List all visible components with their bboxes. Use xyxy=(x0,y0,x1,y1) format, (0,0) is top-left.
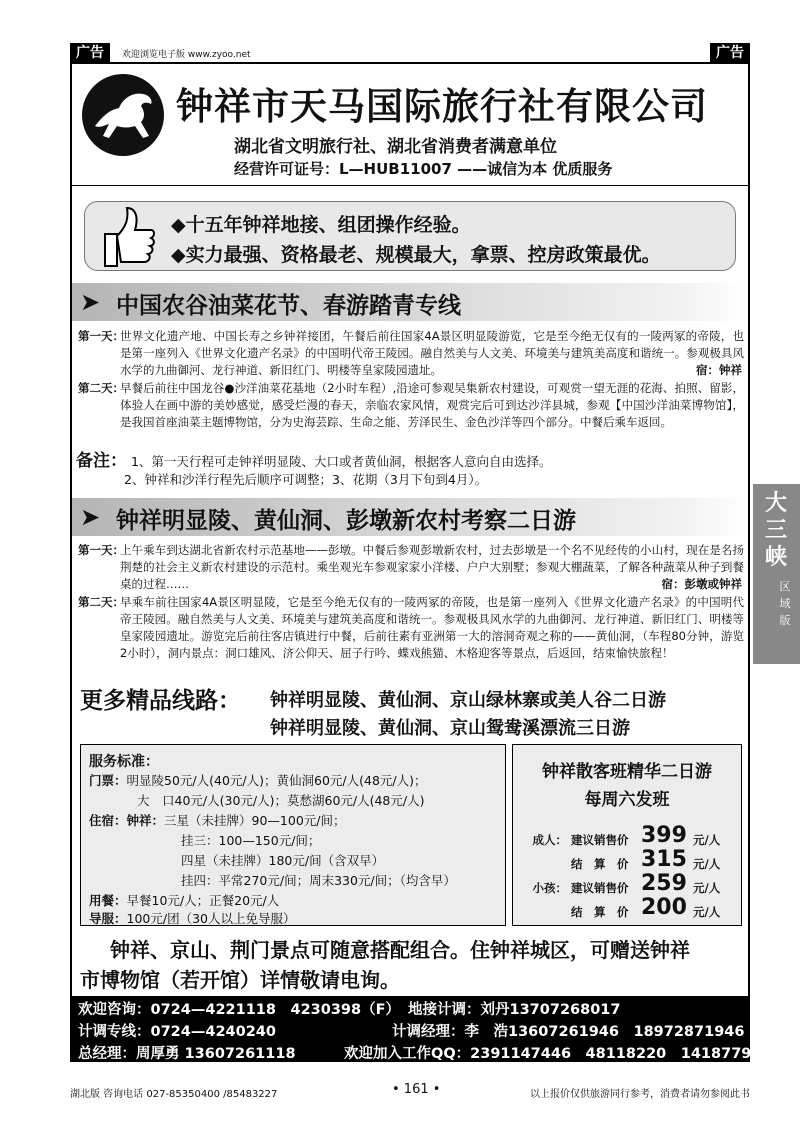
price-row xyxy=(517,897,739,921)
arrow-icon: ➤ xyxy=(80,288,101,316)
ticket-text-1: 明显陵50元/人(40元/人)；黄仙洞60元/人(48元/人)； xyxy=(126,773,427,788)
highlight-1: ◆十五年钟祥地接、组团操作经验。 xyxy=(171,214,471,236)
service-standards-box xyxy=(80,744,506,926)
lodging-text-1: 三星（未挂牌）90—100元/间； xyxy=(164,813,346,828)
page-number: • 161 • xyxy=(392,1082,441,1097)
closing-line-1: 钟祥、京山、荆门景点可随意搭配组合。住钟祥城区，可赠送钟祥 xyxy=(110,938,690,962)
route1-day1-stay: 宿：钟祥 xyxy=(696,363,742,377)
page-footer xyxy=(70,1082,750,1101)
weekly-tour-promo xyxy=(512,744,742,926)
price-kind: 结 算 价 xyxy=(571,857,629,871)
route1-note-1 xyxy=(76,446,551,471)
contact-qq: 欢迎加入工作QQ：2391147446 48118220 1418779881 xyxy=(344,1046,782,1062)
highlight-2: ◆实力最强、资格最老、规模最大，拿票、控房政策最优。 xyxy=(171,244,661,266)
note-text-1: 1、第一天行程可走钟祥明显陵、大口或者黄仙洞，根据客人意向自由选择。 xyxy=(130,454,552,469)
contact-general-manager: 总经理：周厚勇 13607261118 xyxy=(78,1046,296,1062)
price-who: 成人： xyxy=(532,833,567,847)
lodging-row-3: 四星（未挂牌）180元/间（含双早） xyxy=(181,853,385,868)
contact-bar xyxy=(72,996,782,1062)
contact-phone: 欢迎咨询：0724—4221118 4230398（F） xyxy=(78,1002,401,1018)
ad-label-left: 广告 xyxy=(70,43,110,63)
guide-row xyxy=(89,909,296,927)
price-kind: 建议销售价 xyxy=(571,833,629,847)
route2-title: 钟祥明显陵、黄仙洞、彭墩新农村考察二日游 xyxy=(116,508,576,534)
route1-title: 中国农谷油菜花节、春游踏青专线 xyxy=(116,293,461,319)
price-unit: 元/人 xyxy=(693,881,721,895)
price-value: 315 xyxy=(641,847,687,872)
service-title: 服务标准： xyxy=(89,754,159,770)
price-kind: 建议销售价 xyxy=(571,881,629,895)
top-bar xyxy=(70,43,750,63)
price-row xyxy=(517,873,739,897)
ad-label-right: 广告 xyxy=(710,43,750,63)
meal-text: 早餐10元/人；正餐20元/人 xyxy=(126,893,280,908)
day-label: 第一天： xyxy=(78,329,124,343)
arrow-icon: ➤ xyxy=(80,503,101,531)
more-route-1: 钟祥明显陵、黄仙洞、京山绿林寨或美人谷二日游 xyxy=(270,690,666,711)
promo-title: 钟祥散客班精华二日游 xyxy=(542,762,712,782)
price-value: 259 xyxy=(641,871,687,896)
welcome-text: 欢迎浏览电子版 www.zyoo.net xyxy=(122,50,251,60)
price-kind: 结 算 价 xyxy=(571,905,629,919)
license-line: 经营许可证号：L—HUB11007 ——诚信为本 优质服务 xyxy=(234,160,613,178)
meal-row xyxy=(89,891,279,909)
day-text: 世界文化遗产地、中国长寿之乡钟祥接团，午餐后前往国家4A景区明显陵游览，它是至今绝无仅有的一陵两冢的帝陵，也是第一座列入《世界文化遗产名录》的中国明代帝王陵园。融自然美与人文美、环境美与建筑美高度和谐统一。参观极具风水学的九曲御河、龙行神道、新旧红门、明楼等皇家陵园遗址。 xyxy=(120,329,744,377)
guide-text: 100元/团（30人以上免导服） xyxy=(126,911,296,926)
company-honors: 湖北省文明旅行社、湖北省消费者满意单位 xyxy=(234,137,557,157)
contact-manager: 计调经理：李 浩13607261946 18972871946 xyxy=(392,1024,745,1040)
lodging-row-2: 挂三：100—150元/间； xyxy=(181,833,321,848)
highlights-box xyxy=(84,201,736,271)
price-row xyxy=(517,849,739,873)
route2-day2 xyxy=(78,594,744,662)
ticket-row-2: 大 口40元/人(30元/人)；莫愁湖60元/人(48元/人) xyxy=(137,793,425,808)
route1-note-2: 2、钟祥和沙洋行程先后顺序可调整；3、花期（3月下旬到4月）。 xyxy=(124,472,488,487)
promo-schedule: 每周六发班 xyxy=(584,790,670,810)
route1-banner xyxy=(72,283,748,321)
closing-line-2: 市博物馆（若开馆）详情敬请电询。 xyxy=(80,968,400,992)
day-text: 早餐后前往中国龙谷●沙洋油菜花基地（2小时车程）,沿途可参观吴集新农村建设，可观赏一望无涯的花海、拍照、留影，体验人在画中游的美妙感觉，感受烂漫的春天，亲临农家风情，观赏完后可到达沙洋县城，参观【中国沙洋油菜博物馆】，是我国首座油菜主题博物馆，分为史海芸踪、生命之能、芳泽民生、金色沙洋等四个部分。中餐后乘车返回。 xyxy=(120,381,744,429)
price-unit: 元/人 xyxy=(693,857,721,871)
route1-day2 xyxy=(78,380,744,431)
day-label: 第一天： xyxy=(78,543,124,557)
day-text: 上午乘车到达湖北省新农村示范基地——彭墩。中餐后参观彭墩新农村，过去彭墩是一个名不见经传的小山村，现在是名扬荆楚的社会主义新农村建设的示范村。乘坐观光车参观家家小洋楼、户户大别墅；参观大棚蔬菜，了解各种蔬菜从种子到餐桌的过程…… xyxy=(120,543,744,591)
day-text: 早乘车前往国家4A景区明显陵，它是至今绝无仅有的一陵两冢的帝陵，也是第一座列入《世界文化遗产名录》的中国明代帝王陵园。融自然美与人文美、环境美与建筑美高度和谐统一。参观极具风水学的九曲御河、龙行神道、新旧红门、明楼等皇家陵园遗址。游览完后前往客店镇进行中餐，后前往素有亚洲第一大的溶洞奇观之称的——黄仙洞，（车程80分钟，游览2小时），洞内景点：洞口雄风、济公仰天、屈子行吟、蝶戏熊猫、木格迎客等景点，后返回，结束愉快旅程！ xyxy=(120,595,744,660)
price-value: 200 xyxy=(641,895,687,920)
route2-day1-stay: 宿：彭墩或钟祥 xyxy=(661,577,742,591)
day-label: 第二天： xyxy=(78,595,124,609)
side-tab-title: 大三峡 xyxy=(764,490,787,570)
ticket-label: 门票： xyxy=(89,773,127,788)
guide-label: 导服： xyxy=(89,911,127,926)
lodging-label: 住宿： xyxy=(89,813,127,828)
price-row xyxy=(517,825,739,849)
note-label: 备注： xyxy=(76,451,127,471)
ticket-row-1 xyxy=(89,771,427,789)
side-section-tab xyxy=(753,484,800,664)
price-who: 小孩： xyxy=(532,881,567,895)
more-routes-label: 更多精品线路： xyxy=(80,688,241,714)
footer-disclaimer: 以上报价仅供旅游同行参考，消费者请勿参阅此书 xyxy=(530,1089,750,1100)
route2-banner xyxy=(72,498,748,536)
company-name: 钟祥市天马国际旅行社有限公司 xyxy=(176,85,708,128)
contact-hotline: 计调专线：0724—4240240 xyxy=(78,1024,276,1040)
side-tab-subtitle: 区域版 xyxy=(779,580,791,627)
route2-day1 xyxy=(78,542,744,593)
day-label: 第二天： xyxy=(78,381,124,395)
meal-label: 用餐： xyxy=(89,893,127,908)
lodging-row-4: 挂四：平常270元/间；周末330元/间；（均含早） xyxy=(181,873,456,888)
contact-local-operator: 地接计调：刘丹13707268017 xyxy=(408,1002,621,1018)
lodging-row-1 xyxy=(89,811,346,829)
lodging-city: 钟祥： xyxy=(126,813,165,828)
route1-day1 xyxy=(78,328,744,379)
price-value: 399 xyxy=(641,823,687,848)
price-unit: 元/人 xyxy=(693,833,721,847)
footer-edition: 湖北版 咨询电话 027-85350400 /85483227 xyxy=(70,1089,278,1100)
more-route-2: 钟祥明显陵、黄仙洞、京山鸳鸯溪漂流三日游 xyxy=(270,718,630,739)
company-header xyxy=(72,64,748,186)
thumbs-up-icon xyxy=(97,204,157,270)
price-unit: 元/人 xyxy=(693,905,721,919)
horse-logo-icon xyxy=(82,74,164,156)
